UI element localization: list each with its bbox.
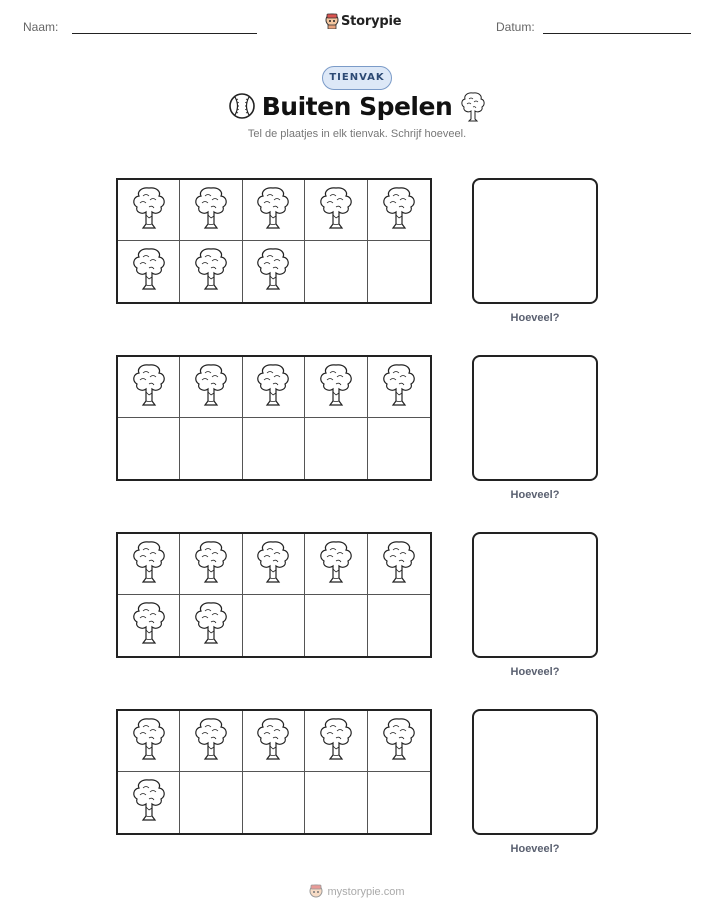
date-label: Datum: bbox=[496, 20, 535, 34]
answer-box[interactable] bbox=[472, 355, 598, 481]
tree-icon bbox=[129, 185, 169, 236]
answer-box[interactable] bbox=[472, 532, 598, 658]
ten-frame-cell bbox=[305, 595, 367, 656]
date-line[interactable] bbox=[543, 33, 691, 34]
tienvak-badge: TIENVAK bbox=[322, 66, 392, 90]
ten-frame-cell bbox=[180, 241, 242, 302]
tree-icon bbox=[253, 185, 293, 236]
ten-frame-cell bbox=[243, 711, 305, 772]
ten-frame-cell bbox=[243, 534, 305, 595]
ten-frame-cell bbox=[118, 241, 180, 302]
tree-icon bbox=[379, 716, 419, 767]
ten-frame-cell bbox=[180, 180, 242, 241]
hoeveel-label: Hoeveel? bbox=[510, 843, 560, 855]
ten-frame-cell bbox=[243, 180, 305, 241]
ten-frame-cell bbox=[180, 772, 242, 833]
hoeveel-label: Hoeveel? bbox=[510, 666, 560, 678]
name-line[interactable] bbox=[72, 33, 257, 34]
ten-frame bbox=[116, 709, 432, 835]
tree-icon bbox=[191, 716, 231, 767]
tree-icon bbox=[129, 716, 169, 767]
ten-frame-cell bbox=[368, 534, 430, 595]
tree-icon bbox=[379, 185, 419, 236]
hoeveel-label: Hoeveel? bbox=[510, 312, 560, 324]
ten-frame bbox=[116, 355, 432, 481]
title-row bbox=[228, 90, 488, 122]
ten-frame-cell bbox=[368, 772, 430, 833]
logo-text: Storypie bbox=[341, 13, 402, 29]
ten-frame-cell bbox=[118, 772, 180, 833]
ten-frame-cell bbox=[180, 711, 242, 772]
ten-frame-cell bbox=[368, 418, 430, 479]
tree-icon bbox=[379, 539, 419, 590]
page-title: Buiten Spelen bbox=[261, 91, 453, 121]
ten-frame-cell bbox=[180, 418, 242, 479]
ten-frame-cell bbox=[305, 357, 367, 418]
ten-frame-cell bbox=[118, 418, 180, 479]
footer-url: mystorypie.com bbox=[327, 886, 405, 898]
ten-frame-cell bbox=[118, 711, 180, 772]
tree-icon bbox=[316, 185, 356, 236]
tree-icon bbox=[253, 246, 293, 297]
ten-frame-cell bbox=[243, 357, 305, 418]
tree-icon bbox=[191, 600, 231, 651]
ten-frame-cell bbox=[368, 595, 430, 656]
ten-frame-cell bbox=[243, 595, 305, 656]
ten-frame-cell bbox=[368, 357, 430, 418]
tree-icon bbox=[253, 362, 293, 413]
ten-frame-cell bbox=[180, 357, 242, 418]
ten-frame-cell bbox=[118, 180, 180, 241]
tree-icon bbox=[191, 539, 231, 590]
ten-frame-cell bbox=[368, 180, 430, 241]
answer-box[interactable] bbox=[472, 709, 598, 835]
ten-frame-cell bbox=[305, 534, 367, 595]
ten-frame-cell bbox=[180, 595, 242, 656]
ten-frame-cell bbox=[305, 180, 367, 241]
ten-frame-cell bbox=[243, 241, 305, 302]
tree-icon bbox=[316, 539, 356, 590]
ten-frame-cell bbox=[243, 772, 305, 833]
storypie-mascot-icon bbox=[309, 884, 323, 900]
ten-frame-cell bbox=[305, 772, 367, 833]
tree-icon bbox=[191, 185, 231, 236]
ten-frame-cell bbox=[305, 711, 367, 772]
tree-icon bbox=[129, 539, 169, 590]
tree-icon bbox=[129, 777, 169, 828]
tree-icon bbox=[316, 362, 356, 413]
hoeveel-label: Hoeveel? bbox=[510, 489, 560, 501]
ten-frame bbox=[116, 178, 432, 304]
ten-frame-cell bbox=[368, 241, 430, 302]
tree-icon bbox=[129, 246, 169, 297]
tree-icon bbox=[191, 246, 231, 297]
baseball-icon bbox=[228, 92, 256, 120]
name-label: Naam: bbox=[23, 20, 59, 34]
answer-box[interactable] bbox=[472, 178, 598, 304]
tree-icon bbox=[316, 716, 356, 767]
tree-icon bbox=[129, 362, 169, 413]
tree-icon bbox=[129, 600, 169, 651]
storypie-mascot-icon bbox=[325, 13, 339, 29]
storypie-logo bbox=[325, 13, 401, 29]
ten-frame bbox=[116, 532, 432, 658]
ten-frame-cell bbox=[368, 711, 430, 772]
tree-icon bbox=[379, 362, 419, 413]
tree-icon bbox=[458, 90, 488, 122]
tree-icon bbox=[191, 362, 231, 413]
tree-icon bbox=[253, 539, 293, 590]
ten-frame-cell bbox=[118, 595, 180, 656]
ten-frame-cell bbox=[305, 418, 367, 479]
footer bbox=[0, 884, 714, 900]
ten-frame-cell bbox=[180, 534, 242, 595]
ten-frame-cell bbox=[243, 418, 305, 479]
ten-frame-cell bbox=[118, 357, 180, 418]
tree-icon bbox=[253, 716, 293, 767]
ten-frame-cell bbox=[118, 534, 180, 595]
ten-frame-cell bbox=[305, 241, 367, 302]
instructions: Tel de plaatjes in elk tienvak. Schrijf hoeveel. bbox=[247, 128, 467, 140]
